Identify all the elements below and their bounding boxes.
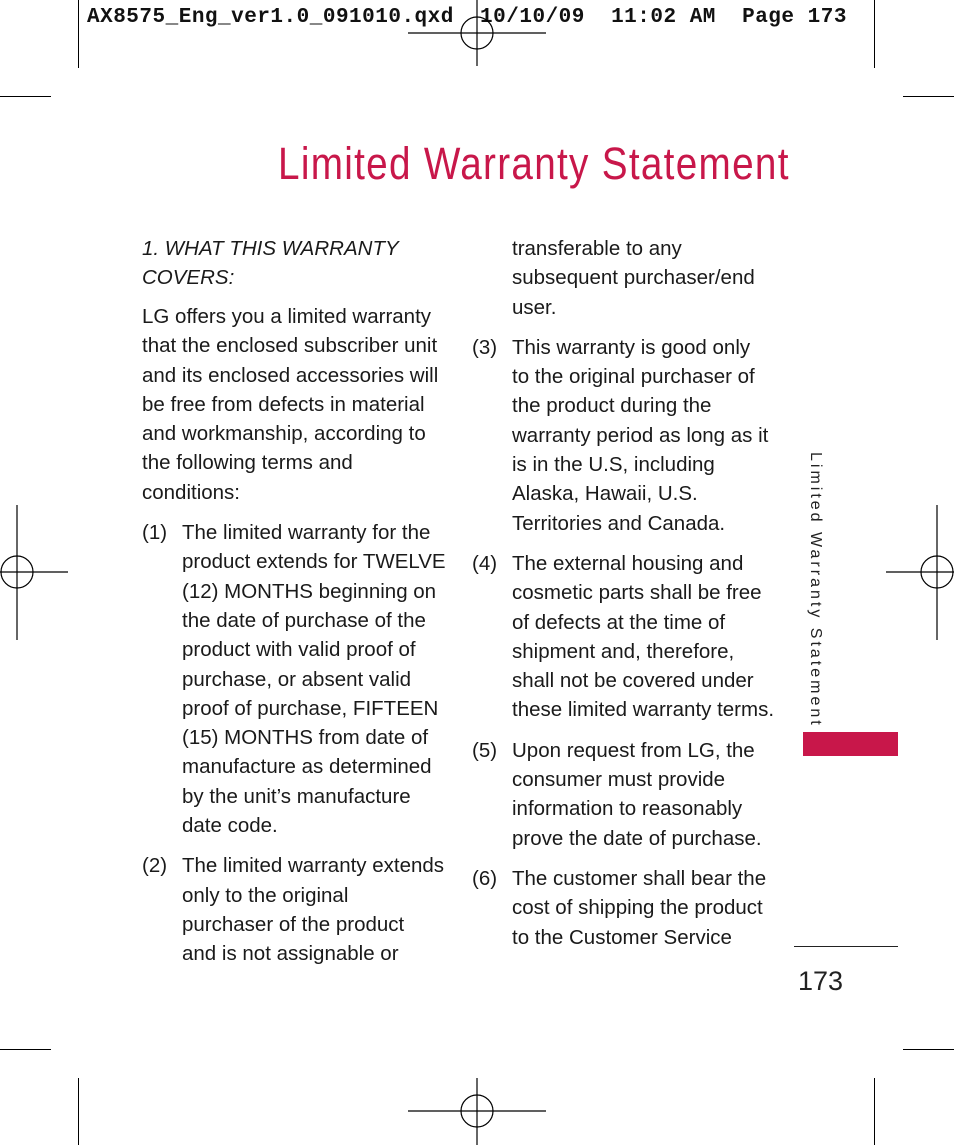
registration-mark-bottom (408, 1078, 546, 1145)
text-line: date code. (182, 814, 278, 838)
intro-paragraph (142, 302, 442, 507)
registration-mark-right (886, 505, 954, 640)
item-text (512, 333, 772, 538)
text-line: only to the original (182, 883, 349, 907)
crop-mark-bottom-left-v (78, 1078, 79, 1145)
text-line: conditions: (142, 480, 241, 504)
crop-mark-bottom-right-h (903, 1049, 954, 1050)
text-line: LG offers you a limited warranty (142, 305, 432, 328)
section-heading-line: COVERS: (142, 266, 235, 289)
text-line: purchaser of the product (182, 912, 405, 936)
item-number: (2) (142, 854, 168, 878)
list-item (472, 736, 772, 853)
text-line: The external housing and (512, 551, 744, 575)
item-number: (5) (472, 738, 498, 762)
registration-mark-left (0, 505, 68, 640)
text-line: prove the date of purchase. (512, 826, 762, 850)
text-line: (12) MONTHS beginning on (182, 579, 437, 603)
footer-rule (794, 946, 898, 947)
text-line: The limited warranty extends (182, 854, 445, 878)
item-number: (6) (472, 866, 498, 890)
list-item (472, 333, 772, 538)
list-item (142, 851, 445, 968)
item-number: (4) (472, 551, 498, 575)
side-section-label: Limited Warranty Statement (807, 452, 824, 728)
text-line: The limited warranty for the (182, 521, 431, 545)
text-line: Alaska, Hawaii, U.S. (512, 482, 698, 506)
text-line: manufacture as determined (182, 755, 432, 779)
crop-mark-bottom-right-v (874, 1078, 875, 1145)
list-item (472, 549, 775, 725)
item-continuation (512, 234, 772, 322)
text-line: the following terms and (142, 451, 353, 475)
text-line: The customer shall bear the (512, 866, 767, 890)
text-line: shipment and, therefore, (512, 639, 735, 663)
registration-mark-top (408, 0, 546, 66)
item-text (512, 864, 772, 952)
text-line: purchase, or absent valid (182, 667, 412, 691)
text-line: of defects at the time of (512, 610, 726, 634)
list-item (142, 518, 446, 840)
crop-mark-top-right-v (874, 0, 875, 68)
text-line: transferable to any (512, 237, 682, 260)
item-text (182, 851, 444, 968)
text-line: the date of purchase of the (182, 608, 426, 632)
section-heading-line: 1. WHAT THIS WARRANTY (142, 237, 399, 260)
text-line: warranty period as long as it (512, 423, 769, 447)
text-line: user. (512, 295, 557, 319)
text-line: and its enclosed accessories will (142, 363, 439, 387)
text-line: product with valid proof of (182, 638, 416, 662)
text-line: proof of purchase, FIFTEEN (182, 696, 439, 720)
text-line: these limited warranty terms. (512, 698, 775, 722)
crop-mark-top-left-v (78, 0, 79, 68)
crop-mark-bottom-left-h (0, 1049, 51, 1050)
text-line: to the original purchaser of (512, 365, 755, 389)
item-text (512, 549, 774, 725)
text-line: and workmanship, according to (142, 422, 426, 446)
text-line: This warranty is good only (512, 335, 751, 359)
item-text (182, 518, 446, 840)
text-line: by the unit’s manufacture (182, 784, 411, 808)
section-tab-marker (803, 732, 898, 756)
text-line: cosmetic parts shall be free (512, 581, 762, 605)
section-heading (142, 234, 442, 292)
text-line: information to reasonably (512, 797, 743, 821)
item-number: (1) (142, 521, 168, 545)
text-line: is in the U.S, including (512, 453, 715, 477)
crop-mark-top-left-h (0, 96, 51, 97)
text-line: subsequent purchaser/end (512, 266, 755, 290)
text-line: be free from defects in material (142, 392, 425, 416)
text-line: (15) MONTHS from date of (182, 726, 429, 750)
text-line: product extends for TWELVE (182, 550, 446, 574)
page-title: Limited Warranty Statement (278, 138, 790, 189)
item-number: (3) (472, 335, 498, 359)
text-line: shall not be covered under (512, 669, 754, 693)
page-number: 173 (798, 966, 844, 996)
item-text (512, 736, 772, 853)
text-line: to the Customer Service (512, 925, 732, 949)
text-line: cost of shipping the product (512, 896, 763, 920)
list-item (472, 864, 772, 952)
text-line: that the enclosed subscriber unit (142, 334, 438, 358)
text-line: and is not assignable or (182, 942, 399, 966)
text-line: Upon request from LG, the (512, 738, 755, 762)
text-line: consumer must provide (512, 768, 726, 792)
right-column (472, 234, 775, 952)
crop-mark-top-right-h (903, 96, 954, 97)
text-line: Territories and Canada. (512, 511, 726, 535)
text-line: the product during the (512, 394, 712, 418)
left-column (142, 234, 446, 969)
printer-slug: AX8575_Eng_ver1.0_091010.qxd 10/10/09 11:02 AM Page 173 (87, 6, 847, 29)
